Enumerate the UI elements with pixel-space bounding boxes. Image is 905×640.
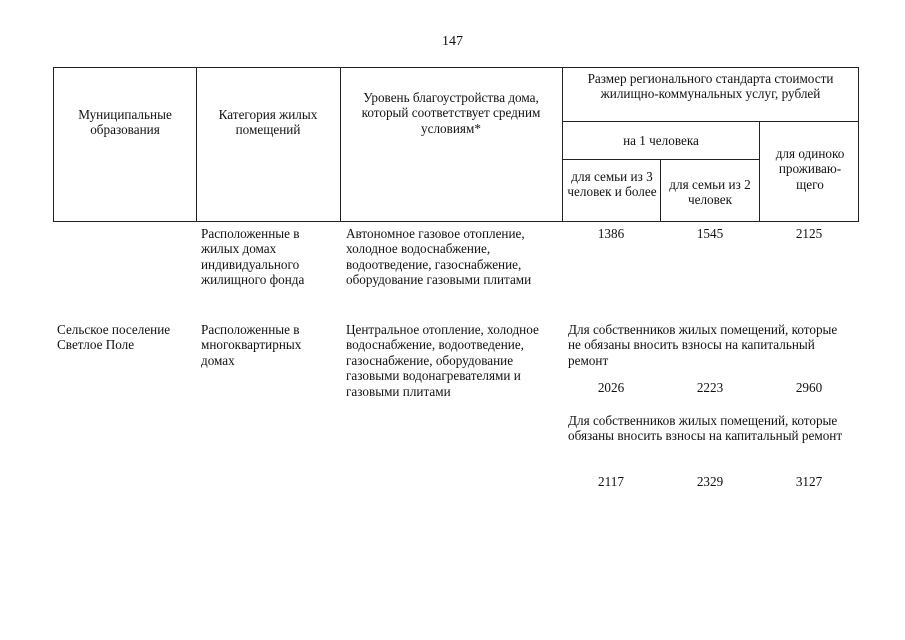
- divider-col2: [340, 67, 341, 222]
- row1-amenities: Автономное газовое отопление, холодное водоснабжение, водоотведение, газоснабжение, оборудование газовыми плитами: [346, 226, 532, 288]
- header-category: Категория жилых помещений: [218, 107, 318, 138]
- row2-values2-single: 3127: [795, 474, 823, 489]
- row2-values1-single: 2960: [795, 380, 823, 395]
- border-left: [53, 67, 54, 222]
- row2-values2-family3: 2117: [598, 474, 624, 489]
- row1-family2-value: 1545: [696, 226, 724, 241]
- row2-note-no-capital-repair: Для собственников жилых помещений, которые не обязаны вносить взносы на капитальный ремонт: [568, 322, 838, 368]
- row1-family3-value: 1386: [597, 226, 625, 241]
- header-per-person: на 1 человека: [623, 133, 699, 148]
- row2-amenities: Центральное отопление, холодное водоснабжение, водоотведение, газоснабжение, оборудование газовыми водонагревателями и газовыми плитами: [346, 322, 539, 399]
- header-single: для одиноко проживаю-щего: [775, 146, 845, 192]
- header-amenities: Уровень благоустройства дома, который соответствует средним условиям*: [361, 90, 541, 136]
- page-number: 147: [442, 34, 463, 49]
- row2-note-capital-repair: Для собственников жилых помещений, которые обязаны вносить взносы на капитальный ремонт: [568, 413, 843, 444]
- header-bottom-border: [53, 221, 858, 222]
- divider-col3: [562, 67, 563, 222]
- header-standard-size: Размер регионального стандарта стоимости жилищно-коммунальных услуг, рублей: [587, 71, 834, 102]
- row2-values1-family2: 2223: [696, 380, 724, 395]
- border-right: [858, 67, 859, 222]
- row2-values1-family3: 2026: [597, 380, 625, 395]
- header-family-3: для семьи из 3 человек и более: [567, 169, 657, 200]
- row2-category: Расположенные в многоквартирных домах: [201, 322, 302, 368]
- row1-category: Расположенные в жилых домах индивидуального жилищного фонда: [201, 226, 305, 288]
- row2-values2-family2: 2329: [696, 474, 724, 489]
- divider-family: [660, 159, 661, 222]
- header-family-2: для семьи из 2 человек: [669, 177, 751, 208]
- header-municipality: Муниципальные образования: [78, 107, 172, 138]
- table-border-top: [53, 67, 858, 68]
- row2-municipality: Сельское поселение Светлое Поле: [57, 322, 171, 353]
- divider-group-sub: [562, 121, 858, 122]
- row1-single-value: 2125: [795, 226, 823, 241]
- divider-single: [759, 121, 760, 222]
- divider-col1: [196, 67, 197, 222]
